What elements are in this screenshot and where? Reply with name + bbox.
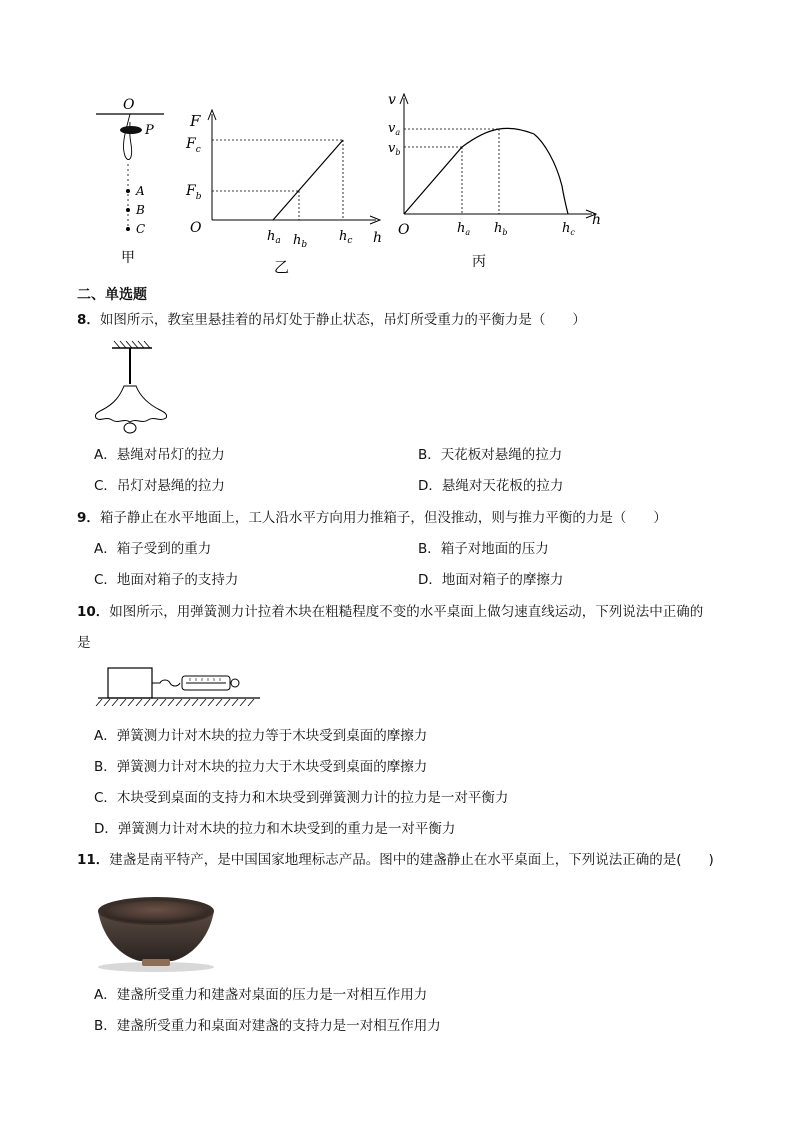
figure-yi bbox=[182, 104, 388, 280]
q8-option-b[interactable]: B．天花板对悬绳的拉力 bbox=[418, 447, 563, 463]
q9-option-a[interactable]: A．箱子受到的重力 bbox=[94, 541, 212, 557]
yi-label-h: h bbox=[373, 230, 383, 246]
label-A: A bbox=[136, 184, 145, 198]
bing-label-O: O bbox=[398, 222, 410, 238]
q11-stem-text: 建盏是南平特产，是中国国家地理标志产品。图中的建盏静止在水平桌面上，下列说法正确的是( ) bbox=[109, 852, 714, 868]
label-O: O bbox=[123, 97, 135, 113]
q8-number: 8． bbox=[77, 312, 100, 328]
yi-label-F: F bbox=[190, 112, 201, 130]
point-A bbox=[126, 189, 130, 193]
lamp-shade bbox=[95, 386, 166, 422]
yi-label-hc: $h_c$ bbox=[339, 229, 353, 246]
q8-option-a[interactable]: A．悬绳对吊灯的拉力 bbox=[94, 447, 225, 463]
yi-label-Fb: $F_b$ bbox=[186, 183, 202, 202]
q10-number: 10． bbox=[77, 604, 110, 620]
bing-label-vb: $v_b$ bbox=[388, 141, 401, 157]
bing-label-ha: $h_a$ bbox=[457, 221, 471, 237]
caption-yi: 乙 bbox=[274, 258, 290, 276]
q10-stem bbox=[77, 603, 703, 621]
q9-option-b[interactable]: B．箱子对地面的压力 bbox=[418, 541, 549, 557]
point-C bbox=[126, 227, 130, 231]
label-C: C bbox=[136, 222, 146, 236]
q8-lamp-figure bbox=[94, 338, 174, 438]
yi-label-Fc: $F_c$ bbox=[186, 136, 201, 155]
q10-stem-cont: 是 bbox=[77, 635, 91, 651]
q10-option-b[interactable]: B．弹簧测力计对木块的拉力大于木块受到桌面的摩擦力 bbox=[94, 759, 428, 775]
q11-bowl-photo bbox=[94, 893, 218, 973]
q9-stem bbox=[77, 509, 667, 527]
section-title: 二、单选题 bbox=[77, 287, 147, 303]
q8-option-d[interactable]: D．悬绳对天花板的拉力 bbox=[418, 478, 564, 494]
q10-option-a[interactable]: A．弹簧测力计对木块的拉力等于木块受到桌面的摩擦力 bbox=[94, 728, 428, 744]
caption-jia: 甲 bbox=[121, 250, 135, 266]
caption-bing: 丙 bbox=[472, 254, 486, 270]
scale-ring bbox=[231, 679, 239, 687]
q11-number: 11． bbox=[77, 852, 110, 868]
figure-bing bbox=[384, 90, 614, 272]
bing-label-h: h bbox=[592, 212, 602, 228]
q11-option-a[interactable]: A．建盏所受重力和建盏对桌面的压力是一对相互作用力 bbox=[94, 987, 428, 1003]
q8-stem bbox=[77, 311, 586, 329]
lamp-bulb bbox=[124, 423, 136, 433]
q11-option-b[interactable]: B．建盏所受重力和桌面对建盏的支持力是一对相互作用力 bbox=[94, 1018, 441, 1034]
bowl-inside bbox=[103, 901, 209, 923]
q9-number: 9． bbox=[77, 510, 100, 526]
yi-label-ha: $h_a$ bbox=[267, 229, 281, 246]
wooden-block bbox=[108, 668, 152, 698]
bing-label-hc: $h_c$ bbox=[562, 221, 575, 237]
yi-label-O: O bbox=[190, 220, 202, 236]
point-B bbox=[126, 208, 130, 212]
q11-stem bbox=[77, 851, 714, 869]
ceiling-hatch bbox=[114, 341, 150, 348]
q9-option-c[interactable]: C．地面对箱子的支持力 bbox=[94, 572, 239, 588]
table-hatch bbox=[96, 699, 254, 706]
bing-label-va: $v_a$ bbox=[388, 121, 401, 137]
hook bbox=[152, 680, 180, 686]
bing-velocity-curve bbox=[404, 128, 568, 214]
ball-P bbox=[120, 126, 142, 134]
label-P: P bbox=[145, 123, 154, 138]
figure-jia bbox=[90, 92, 170, 272]
bing-label-hb: $h_b$ bbox=[494, 221, 508, 237]
q9-stem-text: 箱子静止在水平地面上，工人沿水平方向用力推箱子，但没推动，则与推力平衡的力是（ ） bbox=[99, 510, 667, 526]
q10-block-figure bbox=[94, 662, 264, 712]
bowl-foot bbox=[142, 959, 170, 966]
q8-stem-text: 如图所示，教室里悬挂着的吊灯处于静止状态，吊灯所受重力的平衡力是（ ） bbox=[99, 312, 586, 328]
q10-stem-text: 如图所示，用弹簧测力计拉着木块在粗糙程度不变的水平桌面上做匀速直线运动，下列说法中正确的 bbox=[109, 604, 704, 620]
bing-label-v: v bbox=[388, 92, 396, 108]
yi-force-line bbox=[273, 140, 343, 220]
q8-option-c[interactable]: C．吊灯对悬绳的拉力 bbox=[94, 478, 225, 494]
q10-option-c[interactable]: C．木块受到桌面的支持力和木块受到弹簧测力计的拉力是一对平衡力 bbox=[94, 790, 509, 806]
yi-label-hb: $h_b$ bbox=[293, 233, 308, 250]
q10-option-d[interactable]: D．弹簧测力计对木块的拉力和木块受到的重力是一对平衡力 bbox=[94, 821, 456, 837]
label-B: B bbox=[136, 203, 145, 217]
q9-option-d[interactable]: D．地面对箱子的摩擦力 bbox=[418, 572, 564, 588]
bungee-cord bbox=[123, 114, 131, 160]
